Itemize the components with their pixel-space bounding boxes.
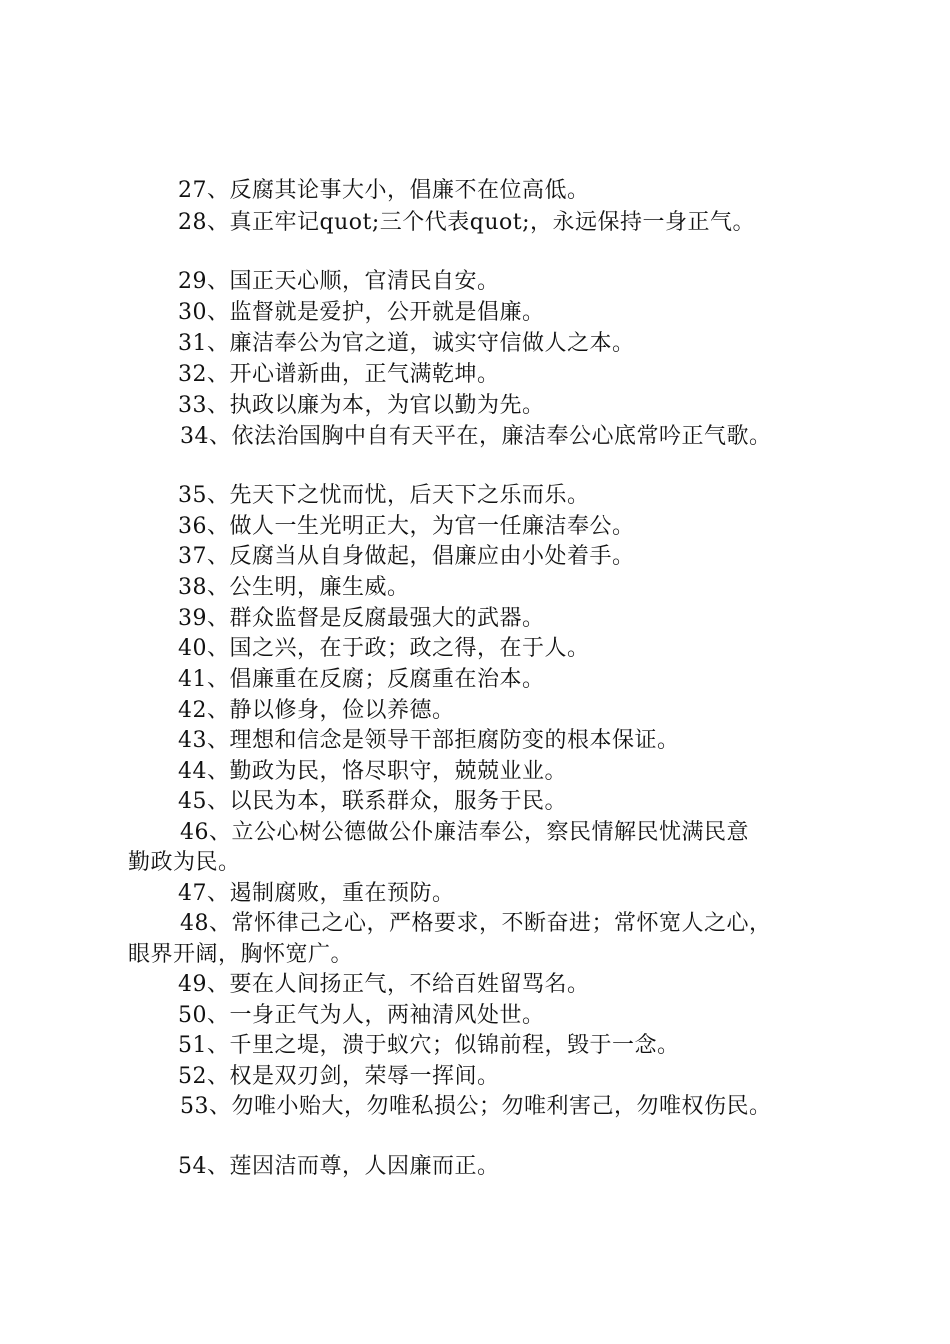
- slogan-33: 33、执政以廉为本，为官以勤为先。: [178, 393, 545, 418]
- slogan-51: 51、千里之堤，溃于蚁穴；似锦前程，毁于一念。: [178, 1033, 680, 1058]
- slogan-38: 38、公生明，廉生威。: [178, 575, 410, 600]
- slogan-44: 44、勤政为民，恪尽职守，兢兢业业。: [178, 759, 567, 784]
- slogan-50: 50、一身正气为人，两袖清风处世。: [178, 1003, 545, 1028]
- slogan-47: 47、遏制腐败，重在预防。: [178, 881, 455, 906]
- slogan-54: 54、莲因洁而尊，人因廉而正。: [178, 1154, 500, 1179]
- slogan-43: 43、理想和信念是领导干部拒腐防变的根本保证。: [178, 728, 680, 753]
- slogan-28: 28、真正牢记quot;三个代表quot;，永远保持一身正气。: [178, 210, 755, 235]
- slogan-40: 40、国之兴，在于政；政之得，在于人。: [178, 636, 590, 661]
- slogan-46-continued: 勤政为民。: [128, 850, 241, 875]
- slogan-30: 30、监督就是爱护，公开就是倡廉。: [178, 300, 545, 325]
- slogan-52: 52、权是双刃剑，荣辱一挥间。: [178, 1064, 500, 1089]
- slogan-53: 53、勿唯小贻大，勿唯私损公；勿唯利害己，勿唯权伤民。: [180, 1094, 772, 1119]
- slogan-39: 39、群众监督是反腐最强大的武器。: [178, 606, 545, 631]
- slogan-36: 36、做人一生光明正大，为官一任廉洁奉公。: [178, 514, 635, 539]
- slogan-32: 32、开心谱新曲，正气满乾坤。: [178, 362, 500, 387]
- slogan-46: 46、立公心树公德做公仆廉洁奉公，察民情解民忧满民意: [180, 820, 749, 845]
- slogan-31: 31、廉洁奉公为官之道，诚实守信做人之本。: [178, 331, 635, 356]
- slogan-35: 35、先天下之忧而忧，后天下之乐而乐。: [178, 483, 590, 508]
- slogan-45: 45、以民为本，联系群众，服务于民。: [178, 789, 567, 814]
- slogan-48: 48、常怀律己之心，严格要求，不断奋进；常怀宽人之心，: [180, 911, 772, 936]
- slogan-37: 37、反腐当从自身做起，倡廉应由小处着手。: [178, 544, 635, 569]
- slogan-49: 49、要在人间扬正气，不给百姓留骂名。: [178, 972, 590, 997]
- slogan-41: 41、倡廉重在反腐；反腐重在治本。: [178, 667, 545, 692]
- slogan-27: 27、反腐其论事大小，倡廉不在位高低。: [178, 178, 590, 203]
- slogan-29: 29、国正天心顺，官清民自安。: [178, 269, 500, 294]
- slogan-48-continued: 眼界开阔，胸怀宽广。: [128, 942, 354, 967]
- slogan-34: 34、依法治国胸中自有天平在，廉洁奉公心底常吟正气歌。: [180, 424, 772, 449]
- slogan-42: 42、静以修身，俭以养德。: [178, 698, 455, 723]
